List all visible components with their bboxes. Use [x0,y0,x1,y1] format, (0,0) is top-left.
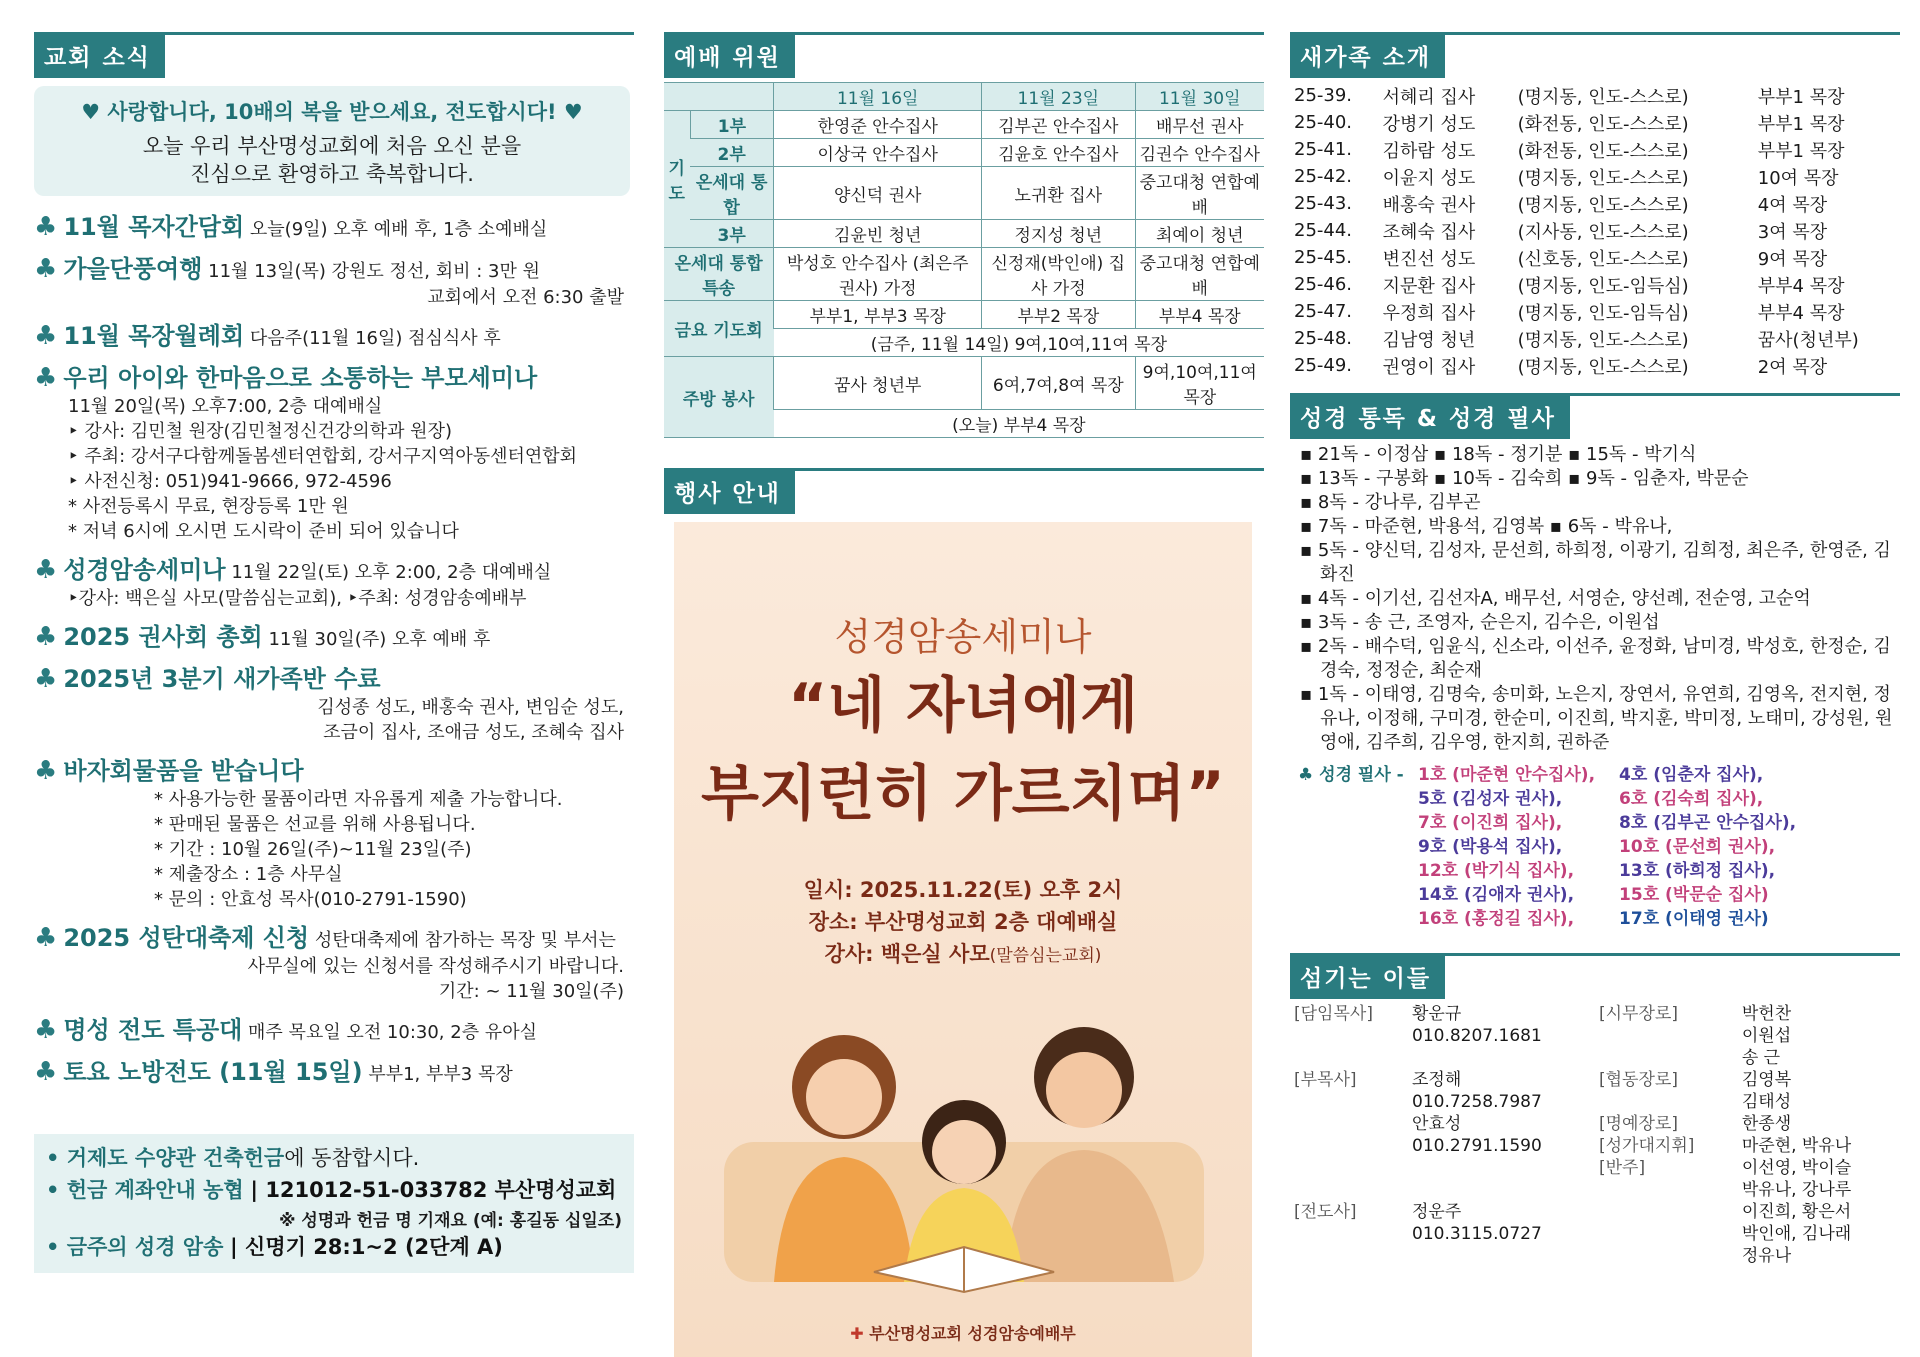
bible-reading-line: ▪ 3독 - 송 근, 조영자, 순은지, 김수은, 이원섭 [1300,612,1660,633]
table-cell: 이상국 안수집사 [774,139,982,167]
news-title: 2025 성탄대축제 신청 [63,924,310,952]
table-cell: (명지동, 인도-스스로) [1517,86,1689,108]
table-cell: 서혜리 집사 [1382,86,1476,108]
row-label: 1부 [690,111,774,139]
new-family-title: 새가족 소개 [1290,35,1445,78]
poster-title-line-2: 부지런히 가르치며” [700,759,1225,829]
staff-names [1738,1003,1900,1069]
table-cell: 25-43. [1294,193,1353,214]
church-logo-icon: ✚ [850,1324,864,1343]
staff-header [1290,953,1900,993]
welcome-box [34,86,630,196]
table-row [1290,1069,1595,1201]
row-label: 2부 [690,139,774,167]
news-subline: 사무실에 있는 신청서를 작성해주시기 바랍니다. [247,956,624,977]
account-line [46,1174,622,1206]
bible-copy-entry: 14호 (김애자 권사), [1418,885,1575,905]
news-item [34,256,634,310]
table-cell: (명지동, 인도-스스로) [1517,167,1689,189]
worship-column [664,32,1264,1357]
table-row [664,167,1264,220]
staff-name-line: 마준현, 박유나 [1741,1136,1852,1156]
kitchen-label: 주방 봉사 [664,357,774,438]
table-row [1418,763,1820,787]
poster-speaker: 강사: 백은실 사모 [824,942,990,966]
news-subline: * 판매된 물품은 선교를 위해 사용됩니다. [154,814,476,835]
bible-reading-line: ▪ 21독 - 이정삼 ▪ 18독 - 정기분 ▪ 15독 - 박기식 [1300,444,1697,465]
bible-copy-table [1418,763,1820,931]
staff-role: [반주] [1599,1158,1646,1178]
news-subline: * 문의 : 안효성 목사(010-2791-1590) [154,889,467,910]
news-detail: 11월 22일(토) 오후 2:00, 2층 대예배실 [231,562,552,583]
table-cell: 25-41. [1294,139,1353,160]
club-icon: ♣ [34,1057,58,1087]
table-cell: 박성호 안수집사 (최은주 권사) 가정 [774,248,982,301]
table-row [664,301,1264,329]
verse-value: | 신명기 28:1~2 (2단계 A) [230,1235,503,1259]
table-cell: (신호동, 인도-스스로) [1517,248,1689,270]
bible-reading-line: ▪ 8독 - 강나루, 김부곤 [1300,492,1481,513]
news-item [34,1017,634,1046]
bible-copy-label: ♣ 성경 필사 - [1298,765,1404,785]
news-title: 2025년 3분기 새가족반 수료 [63,665,381,693]
news-title: 성경암송세미나 [63,556,226,584]
table-row [1290,163,1900,190]
new-family-table [1290,82,1900,379]
special-label: 온세대 통합 특송 [664,248,774,301]
staff-role: [성가대지휘] [1599,1136,1695,1156]
table-cell: 강병기 성도 [1382,113,1476,135]
table-row [664,139,1264,167]
table-cell: 정지성 청년 [982,220,1135,248]
table-cell: 25-48. [1294,328,1353,349]
staff-role: [담임목사] [1294,1004,1373,1024]
table-row [1418,787,1820,811]
news-subline: * 제출장소 : 1층 사무실 [154,864,343,885]
table-cell: 꿈사(청년부) [1757,329,1859,351]
welcome-line-1: 오늘 우리 부산명성교회에 처음 오신 분을 [142,134,522,158]
table-cell: 25-46. [1294,274,1353,295]
bible-reading-list [1290,443,1900,755]
table-cell: (명지동, 인도-임득심) [1517,302,1689,324]
table-cell: 부부4 목장 [1135,301,1264,329]
table-row [1595,1113,1900,1135]
poster-speaker-church: (말씀심는교회) [989,946,1102,966]
new-family-header [1290,32,1900,72]
news-title: 우리 아이와 한마음으로 소통하는 부모세미나 [63,364,538,392]
news-item [34,925,634,1004]
table-row [1290,271,1900,298]
worship-table [664,82,1264,438]
news-headline [34,256,634,285]
news-item [34,557,634,611]
poster-where: 장소: 부산명성교회 2층 대예배실 [808,910,1118,934]
bible-copy-section [1290,763,1900,931]
table-cell: 부부4 목장 [1757,275,1845,297]
table-row [1595,1135,1900,1157]
table-cell: 부부1 목장 [1757,113,1845,135]
bible-copy-entry: 9호 (박용석 집사), [1418,837,1563,857]
church-news-header [34,32,634,72]
date-header: 11월 23일 [982,83,1135,111]
table-row [1290,109,1900,136]
bible-copy-entry: 13호 (하희정 집사), [1619,861,1776,881]
table-cell: 신정재(박인애) 집사 가정 [982,248,1135,301]
account-number: | 121012-51-033782 부산명성교회 [250,1178,617,1202]
poster-subtitle: 성경암송세미나 [834,615,1092,659]
table-cell: 25-45. [1294,247,1353,268]
table-cell: 2여 목장 [1757,356,1828,378]
table-cell: 권영이 집사 [1382,356,1476,378]
table-cell: 25-47. [1294,301,1353,322]
news-subline: ‣ 강사: 김민철 원장(김민철정신건강의학과 원장) [68,421,452,442]
offering-box [34,1134,634,1273]
date-header: 11월 30일 [1135,83,1264,111]
staff-name-line: 김태성 [1741,1092,1792,1112]
bible-reading-line: ▪ 5독 - 양신덕, 김성자, 문선희, 하희정, 이광기, 김희정, 최은주, 한영준, 김화진 [1300,540,1891,585]
bible-reading-line: ▪ 7독 - 마준현, 박용석, 김영복 ▪ 6독 - 박유나, [1300,516,1673,537]
staff-role: [명예장로] [1599,1114,1678,1134]
news-title: 11월 목장월례회 [63,322,245,350]
staff-name-line: 이원섭 [1741,1026,1792,1046]
staff-left [1290,1003,1595,1267]
bible-copy-entry: 16호 (홍정길 집사), [1418,909,1575,929]
news-subline: * 저녁 6시에 오시면 도시락이 준비 되어 있습니다 [68,521,459,542]
bible-copy-entry: 8호 (김부곤 안수집사), [1619,813,1797,833]
welcome-line-2: 진심으로 환영하고 축복합니다. [190,162,474,186]
news-item [34,323,634,352]
staff-title: 섬기는 이들 [1290,956,1445,999]
club-icon: ♣ [34,923,58,953]
staff-name-line: 정운주 [1412,1202,1462,1222]
table-cell: 부부1 목장 [1757,86,1845,108]
poster-when: 일시: 2025.11.22(토) 오후 2시 [803,878,1123,902]
news-subline: * 기간 : 10월 26일(주)~11월 23일(주) [154,839,472,860]
row-label: 온세대 통합 [690,167,774,220]
table-cell: 25-42. [1294,166,1353,187]
club-icon: ♣ [34,622,58,652]
poster-title-line-1: “네 자녀에게 [787,671,1139,741]
table-row [1290,244,1900,271]
staff-name-line: 이선영, 박이슬 [1741,1158,1852,1178]
table-cell: 중고대청 연합예배 [1135,167,1264,220]
table-row [1595,1157,1900,1267]
account-note: ※ 성명과 헌금 명 기재요 (예: 홍길동 십일조) [278,1211,622,1231]
bible-copy-entry: 4호 (임춘자 집사), [1619,765,1764,785]
table-cell: 김하람 성도 [1382,140,1476,162]
table-row [1290,136,1900,163]
staff-name-line: 황운규 [1412,1004,1462,1024]
news-headline [34,758,634,787]
news-item [34,758,634,912]
staff-right [1595,1003,1900,1267]
bible-title: 성경 통독 & 성경 필사 [1290,396,1570,439]
event-header [664,468,1264,508]
news-item [34,365,634,544]
table-cell: 한영준 안수집사 [774,111,982,139]
account-label: • 헌금 계좌안내 농협 [46,1178,244,1202]
table-cell: 이윤지 성도 [1382,167,1476,189]
table-cell: 25-49. [1294,355,1353,376]
bible-copy-entry: 7호 (이진희 집사), [1418,813,1563,833]
news-detail: 다음주(11월 16일) 점심식사 후 [249,328,501,349]
staff-names [1738,1113,1900,1135]
table-row [664,83,1264,111]
table-row [1290,190,1900,217]
staff-name-line: 안효성 [1412,1114,1462,1134]
club-icon: ♣ [34,321,58,351]
staff-name-line: 조정해 [1412,1070,1462,1090]
table-cell: 김윤빈 청년 [774,220,982,248]
bible-reading-line: ▪ 13독 - 구봉화 ▪ 10독 - 김숙희 ▪ 9독 - 임춘자, 박문순 [1300,468,1749,489]
table-row [1290,352,1900,379]
friday-label: 금요 기도회 [664,301,774,357]
table-cell: 4여 목장 [1757,194,1828,216]
table-cell: (지사동, 인도-스스로) [1517,221,1689,243]
staff-name-line: 010.3115.0727 [1412,1224,1542,1244]
table-cell: (화전동, 인도-스스로) [1517,140,1689,162]
table-cell: 부부1, 부부3 목장 [774,301,982,329]
table-cell: 우정희 집사 [1382,302,1476,324]
bible-copy-entry: 17호 (이태영 권사) [1619,909,1769,929]
table-cell: 김윤호 안수집사 [982,139,1135,167]
table-cell: 부부4 목장 [1757,302,1845,324]
table-cell: 9여 목장 [1757,248,1828,270]
table-row [664,248,1264,301]
staff-names [1738,1157,1900,1267]
bible-copy-entry: 10호 (문선희 권사), [1619,837,1776,857]
news-headline [34,214,634,243]
bible-copy-entry: 1호 (마준현 안수집사), [1418,765,1596,785]
news-title: 가을단풍여행 [63,255,203,283]
table-cell: 김부곤 안수집사 [982,111,1135,139]
news-subline: 김성종 성도, 배홍숙 권사, 변임순 성도, [317,697,624,718]
news-subline: 조금이 집사, 조애금 성도, 조혜숙 집사 [323,722,624,743]
date-header: 11월 16일 [774,83,982,111]
church-news-title: 교회 소식 [34,35,165,78]
prayer-label: 기도 [664,111,690,248]
worship-title: 예배 위원 [664,35,795,78]
table-cell: 25-44. [1294,220,1353,241]
news-subline: ‣ 주최: 강서구다함께돌봄센터연합회, 강서구지역아동센터연합회 [68,446,578,467]
table-row [664,220,1264,248]
table-cell: (명지동, 인도-스스로) [1517,194,1689,216]
table-cell: 6여,7여,8여 목장 [982,357,1135,410]
club-icon: ♣ [34,555,58,585]
club-icon: ♣ [34,212,58,242]
poster-title [674,662,1252,838]
table-row [1290,217,1900,244]
table-row [1290,298,1900,325]
bible-reading-line: ▪ 4독 - 이기선, 김선자A, 배무선, 서영순, 양선례, 전순영, 고순억 [1300,588,1811,609]
news-title: 11월 목자간담회 [63,213,245,241]
staff-name-line: 이진희, 황은서 [1741,1202,1852,1222]
table-row [1418,835,1820,859]
staff-name-line: 010.7258.7987 [1412,1092,1542,1112]
news-item [34,214,634,243]
staff-name-line: 송 근 [1741,1048,1781,1068]
news-title: 토요 노방전도 (11월 15일) [63,1058,363,1086]
news-headline [34,624,634,653]
table-cell: 9여,10여,11여 목장 [1135,357,1264,410]
right-column [1290,32,1900,1267]
table-row [1418,907,1820,931]
news-subline: * 사전등록시 무료, 현장등록 1만 원 [68,496,349,517]
news-headline [34,1059,634,1088]
verse-line [46,1231,622,1263]
news-subline: 11월 20일(목) 오후7:00, 2층 대예배실 [68,396,383,417]
table-cell: 중고대청 연합예배 [1135,248,1264,301]
table-row [1418,811,1820,835]
table-cell: 배홍숙 권사 [1382,194,1476,216]
table-cell: 지문환 집사 [1382,275,1476,297]
news-item [34,1059,634,1088]
staff-name-line: 정유나 [1741,1246,1792,1266]
poster-footer [674,1321,1252,1344]
table-cell: 25-40. [1294,112,1353,133]
bible-header [1290,393,1900,433]
news-headline [34,666,634,695]
staff-names [1408,1069,1595,1201]
bible-reading-line: ▪ 2독 - 배수덕, 임윤식, 신소라, 이선주, 윤정화, 남미경, 박성호, 한정순, 김경숙, 정정순, 최순재 [1300,636,1891,681]
worship-header [664,32,1264,72]
table-cell: (명지동, 인도-스스로) [1517,329,1689,351]
kitchen-note: (오늘) 부부4 목장 [774,410,1264,438]
event-title: 행사 안내 [664,471,795,514]
news-detail: 부부1, 부부3 목장 [368,1064,513,1085]
news-item [34,624,634,653]
verse-label: • 금주의 성경 암송 [46,1235,224,1259]
table-cell: 10여 목장 [1757,167,1839,189]
table-cell: 김남영 청년 [1382,329,1476,351]
staff-names [1408,1003,1595,1069]
bible-copy-entry: 12호 (박기식 집사), [1418,861,1575,881]
building-fund-label: • 거제도 수양관 건축헌금 [46,1146,285,1170]
news-headline [34,365,634,394]
news-headline [34,557,634,586]
news-title: 바자회물품을 받습니다 [63,757,304,785]
table-row [1290,325,1900,352]
bible-copy-entry: 15호 (박문순 집사) [1619,885,1769,905]
poster-speaker-line [674,938,1252,972]
bible-copy-entry: 5호 (김성자 권사), [1418,789,1563,809]
club-icon: ♣ [34,363,58,393]
news-subline: ‣ 사전신청: 051)941-9666, 972-4596 [68,471,392,492]
news-subline: 교회에서 오전 6:30 출발 [427,287,624,308]
news-subline: 기간: ~ 11월 30일(주) [438,981,624,1002]
table-cell: (명지동, 인도-스스로) [1517,356,1689,378]
building-fund-text: 에 동참합시다. [284,1146,420,1170]
table-cell: 조혜숙 집사 [1382,221,1476,243]
table-row [1595,1003,1900,1069]
table-row [1290,1201,1595,1267]
club-icon: ♣ [34,664,58,694]
table-cell: 양신덕 권사 [774,167,982,220]
club-icon: ♣ [34,1015,58,1045]
news-title: 명성 전도 특공대 [63,1016,243,1044]
table-cell: 꿈사 청년부 [774,357,982,410]
news-headline [34,925,634,954]
staff-name-line: 박인애, 김나래 [1741,1224,1852,1244]
staff-list [1290,1003,1900,1267]
staff-name-line: 한종생 [1741,1114,1792,1134]
news-headline [34,323,634,352]
news-detail: 성탄대축제에 참가하는 목장 및 부서는 [314,930,616,951]
club-icon: ♣ [34,254,58,284]
bible-copy-entry: 6호 (김숙희 집사), [1619,789,1764,809]
table-cell: 변진선 성도 [1382,248,1476,270]
table-row [1595,1069,1900,1113]
staff-names [1408,1201,1595,1267]
welcome-title: ♥ 사랑합니다, 10배의 복을 받으세요, 전도합시다! ♥ [81,100,583,124]
poster-info [674,874,1252,972]
table-cell: 노귀환 집사 [982,167,1135,220]
poster-footer-text: 부산명성교회 성경암송예배부 [869,1324,1076,1343]
staff-name-line: 박유나, 강나루 [1741,1180,1852,1200]
table-cell: 배무선 권사 [1135,111,1264,139]
table-cell: 최예이 청년 [1135,220,1264,248]
table-row [1290,82,1900,109]
news-headline [34,1017,634,1046]
staff-role: [시무장로] [1599,1004,1678,1024]
bible-reading-line: ▪ 1독 - 이태영, 김명숙, 송미화, 노은지, 장연서, 유연희, 김영옥, 전지현, 정유나, 이정해, 구미경, 한순미, 이진희, 박지훈, 박미정, 노태미, 강성원, 원영애, 김주희, 김우영, 한지희, 권하준 [1300,684,1893,753]
table-row [1290,1003,1595,1069]
club-icon: ♣ [34,756,58,786]
table-cell: 김권수 안수집사 [1135,139,1264,167]
news-item [34,666,634,745]
table-cell: 3여 목장 [1757,221,1828,243]
table-row [664,111,1264,139]
staff-names [1738,1069,1900,1113]
staff-role: [협동장로] [1599,1070,1678,1090]
church-news-column [34,32,634,1273]
table-row [664,357,1264,410]
news-subline: * 사용가능한 물품이라면 자유롭게 제출 가능합니다. [154,789,563,810]
news-detail: 11월 30일(주) 오후 예배 후 [268,629,491,650]
news-detail: 매주 목요일 오전 10:30, 2층 유아실 [248,1022,537,1043]
friday-note: (금주, 11월 14일) 9여,10여,11여 목장 [774,329,1264,357]
staff-names [1738,1135,1900,1157]
table-cell: (명지동, 인도-임득심) [1517,275,1689,297]
news-detail: 11월 13일(목) 강원도 정선, 회비 : 3만 원 [208,261,540,282]
seminar-poster [674,522,1252,1357]
table-cell: 부부1 목장 [1757,140,1845,162]
staff-name-line: 010.2791.1590 [1412,1136,1542,1156]
table-cell: 부부2 목장 [982,301,1135,329]
table-row [1418,859,1820,883]
table-row [1418,883,1820,907]
staff-role: [전도사] [1294,1202,1357,1222]
staff-name-line: 박헌찬 [1741,1004,1792,1024]
table-cell: 25-39. [1294,85,1353,106]
building-fund-line [46,1142,622,1174]
news-title: 2025 권사회 총회 [63,623,263,651]
staff-role: [부목사] [1294,1070,1357,1090]
table-cell: (화전동, 인도-스스로) [1517,113,1689,135]
row-label: 3부 [690,220,774,248]
news-list [34,214,634,1088]
staff-name-line: 010.8207.1681 [1412,1026,1542,1046]
staff-name-line: 김영복 [1741,1070,1792,1090]
news-subline: ‣강사: 백은실 사모(말씀심는교회), ‣주최: 성경암송예배부 [68,588,527,609]
news-detail: 오늘(9일) 오후 예배 후, 1층 소예배실 [249,219,548,240]
family-reading-illustration [714,992,1214,1302]
